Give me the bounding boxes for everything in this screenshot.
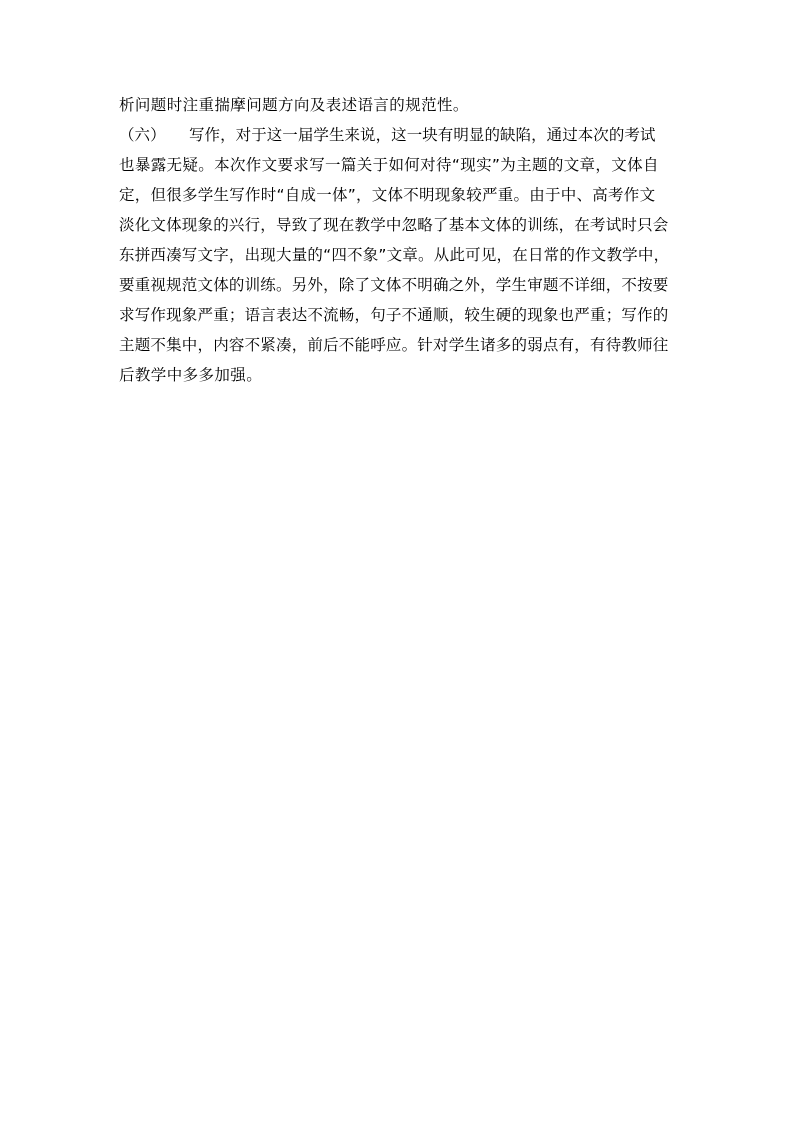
text-line: 析问题时注重揣摩问题方向及表述语言的规范性。 bbox=[119, 96, 469, 114]
text-line: 东拼西凑写文字，出现大量的“四不象”文章。从此可见，在日常的作文教学中， bbox=[119, 246, 670, 264]
body-text bbox=[119, 90, 679, 390]
text-line: 主题不集中，内容不紧凑，前后不能呼应。针对学生诸多的弱点有，有待教师往 bbox=[119, 336, 669, 354]
text-line: 定，但很多学生写作时“自成一体”，文体不明现象较严重。由于中、高考作文 bbox=[119, 186, 656, 204]
text-line: 也暴露无疑。本次作文要求写一篇关于如何对待“现实”为主题的文章，文体自 bbox=[119, 156, 659, 174]
text-line: 后教学中多多加强。 bbox=[119, 366, 263, 384]
text-line: 要重视规范文体的训练。另外，除了文体不明确之外，学生审题不详细，不按要 bbox=[119, 276, 669, 294]
text-line: 淡化文体现象的兴行，导致了现在教学中忽略了基本文体的训练，在考试时只会 bbox=[119, 216, 669, 234]
text-line: 求写作现象严重；语言表达不流畅，句子不通顺，较生硬的现象也严重；写作的 bbox=[119, 306, 669, 324]
text-line: （六） 写作，对于这一届学生来说，这一块有明显的缺陷，通过本次的考试 bbox=[119, 126, 656, 144]
